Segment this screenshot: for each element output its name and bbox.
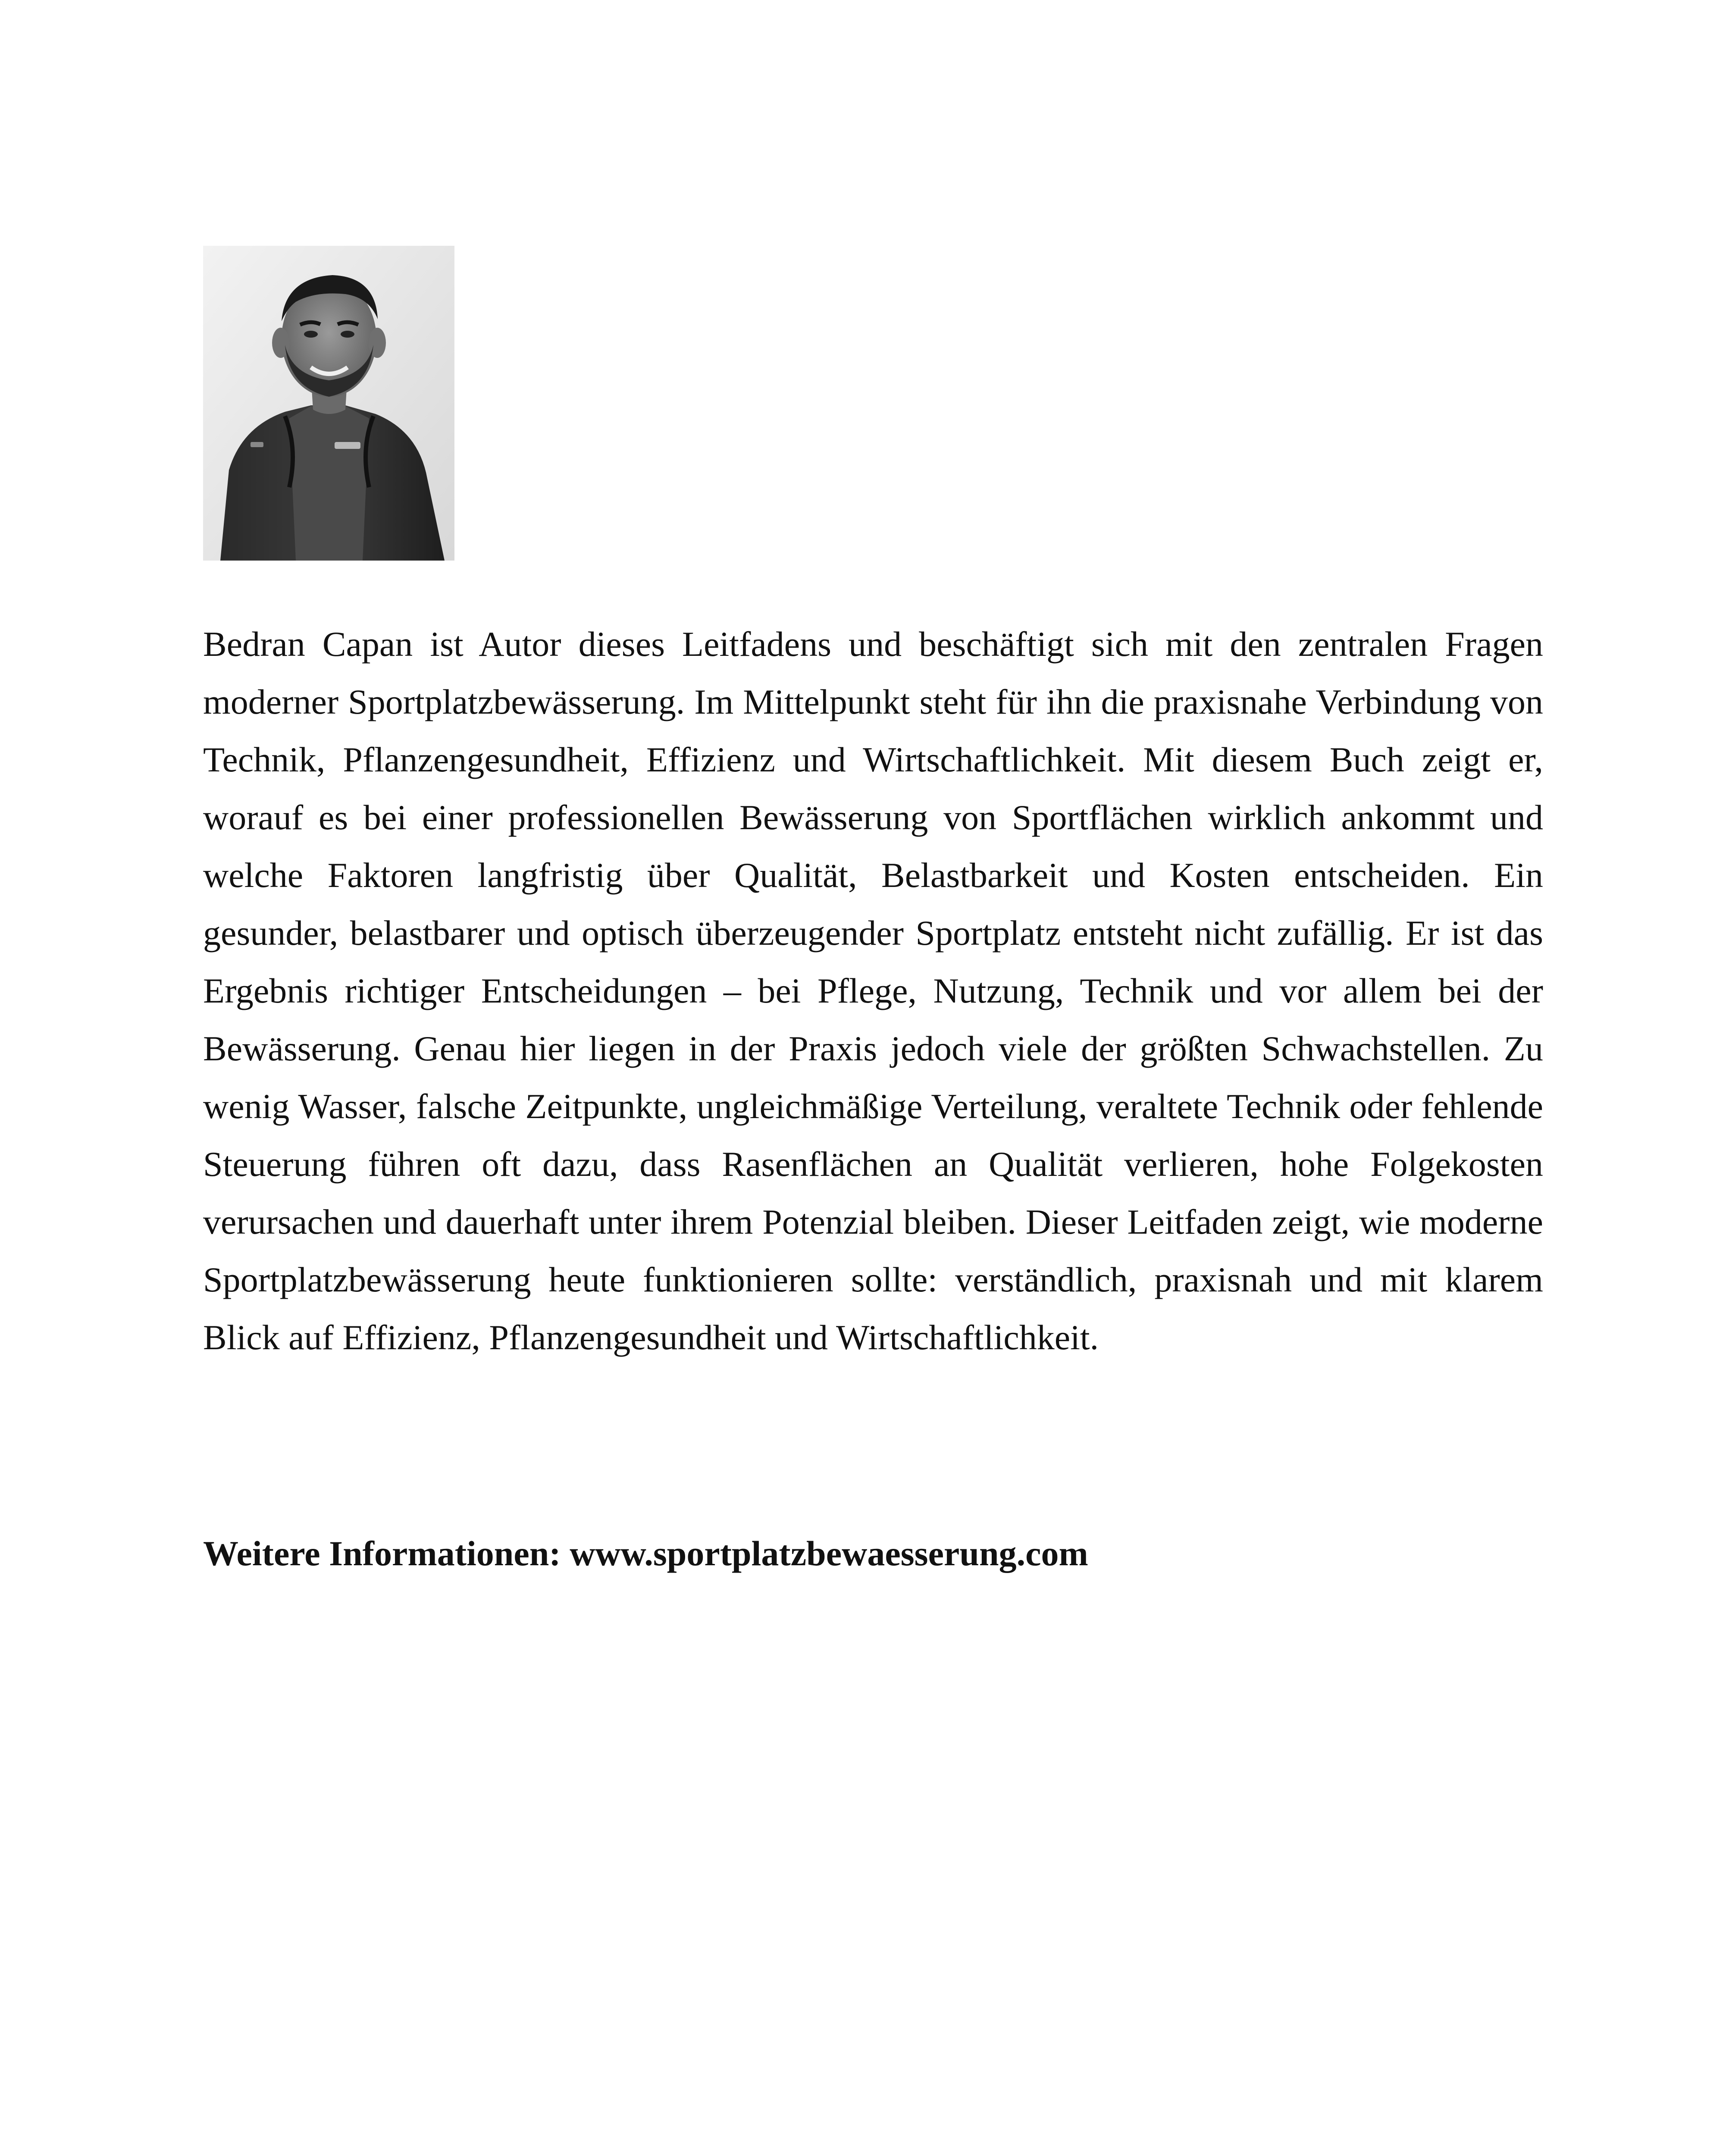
author-portrait-icon xyxy=(203,246,454,561)
more-info-label: Weitere Informationen: xyxy=(203,1534,561,1573)
author-photo xyxy=(203,246,454,561)
more-info-line xyxy=(203,1525,1543,1583)
website-link[interactable]: www.sportplatzbewaesserung.com xyxy=(570,1534,1088,1573)
author-biography: Bedran Capan ist Autor dieses Leitfadens und beschäftigt sich mit den zentralen Fragen moderner Sportplatzbewässerung. Im Mittelpunkt steht für ihn die praxisnahe Verbindung von Technik, Pflanzengesundheit, Effizienz und Wirtschaftlichkeit. Mit diesem Buch zeigt er, worauf es bei einer professionellen Bewässerung von Sportflächen wirklich ankommt und welche Faktoren langfristig über Qualität, Belastbarkeit und Kosten entscheiden. Ein gesunder, belastbarer und optisch überzeugender Sportplatz entsteht nicht zufällig. Er ist das Ergebnis richtiger Entscheidungen – bei Pflege, Nutzung, Technik und vor allem bei der Bewässerung. Genau hier liegen in der Praxis jedoch viele der größten Schwachstellen. Zu wenig Wasser, falsche Zeitpunkte, ungleichmäßige Verteilung, veraltete Technik oder fehlende Steuerung führen oft dazu, dass Rasenflächen an Qualität verlieren, hohe Folgekosten verursachen und dauerhaft unter ihrem Potenzial bleiben. Dieser Leitfaden zeigt, wie moderne Sportplatzbewässerung heute funktionieren sollte: verständlich, praxisnah und mit klarem Blick auf Effizienz, Pflanzengesundheit und Wirtschaftlichkeit. xyxy=(203,624,1543,1357)
